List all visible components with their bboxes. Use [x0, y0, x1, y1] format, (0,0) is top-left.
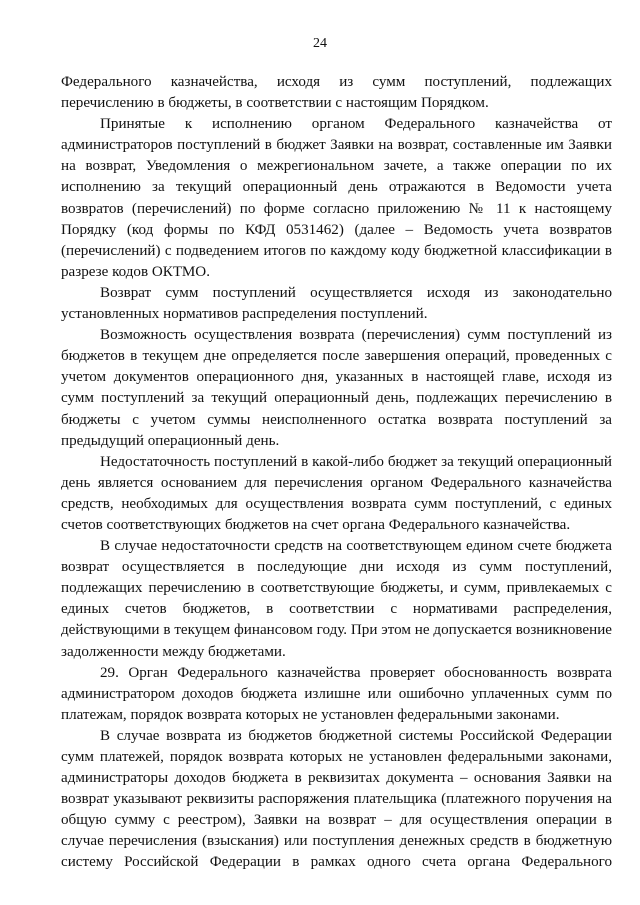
paragraph-29: 29. Орган Федерального казначейства проверяет обоснованность возврата администратором доходов бюджета излишне или ошибочно уплаченных сумм по платежам, порядок возврата которых не установлен федеральными законами.	[61, 664, 612, 723]
paragraph-rekvizity: В случае возврата из бюджетов бюджетной системы Российской Федерации сумм платежей, порядок возврата которых не установлен федеральными законами, администраторы доходов бюджета в реквизитах документа – основания Заявки на возврат указывают реквизиты распоряжения плательщика (платежного поручения на общую сумму с реестром), Заявки на возврат – для осуществления операции в случае перечисления (взыскания) или поступления денежных средств в бюджетную систему Российской Федерации в рамках одного счета органа Федерального	[61, 727, 612, 871]
paragraph-vozvrat-normativy: Возврат сумм поступлений осуществляется исходя из законодательно установленных нормативов распределения поступлений.	[61, 284, 612, 323]
page-number: 24	[313, 36, 327, 51]
paragraph-edinyi-schet: В случае недостаточности средств на соответствующем едином счете бюджета возврат осуществляется в последующие дни исходя из сумм поступлений, подлежащих перечислению в соответствующие бюджеты, и сумм, привлекаемых с единых счетов бюджетов, в соответствии с нормативами распределения, действующими в текущем финансовом году. При этом не допускается возникновение задолженности между бюджетами.	[61, 538, 612, 660]
paragraph-vozmozhnost-vozvrata: Возможность осуществления возврата (перечисления) сумм поступлений из бюджетов в текущем дне определяется после завершения операций, проведенных с учетом документов операционного дня, указанных в настоящей главе, исходя из сумм поступлений за текущий операционный день, подлежащих перечислению в бюджеты с учетом суммы неисполненного остатка возврата поступлений за предыдущий операционный день.	[61, 327, 612, 449]
paragraph-vedomost: Принятые к исполнению органом Федерального казначейства от администраторов поступлений в бюджет Заявки на возврат, составленные им Заявки на возврат, Уведомления о межрегиональном зачете, а также операции по их исполнению за текущий операционный день отражаются в Ведомости учета возвратов (перечислений) по форме согласно приложению № 11 к настоящему Порядку (код формы по КФД 0531462) (далее – Ведомость учета возвратов (перечислений) с подведением итогов по каждому коду бюджетной классификации в разрезе кодов ОКТМО.	[61, 116, 612, 280]
paragraph-nedostatochnost: Недостаточность поступлений в какой-либо бюджет за текущий операционный день является основанием для перечисления органом Федерального казначейства средств, необходимых для осуществления возврата сумм поступлений, с единых счетов соответствующих бюджетов на счет органа Федерального казначейства.	[61, 453, 612, 533]
document-body	[61, 72, 612, 874]
paragraph-continuation: Федерального казначейства, исходя из сумм поступлений, подлежащих перечислению в бюджеты, в соответствии с настоящим Порядком.	[61, 74, 612, 112]
